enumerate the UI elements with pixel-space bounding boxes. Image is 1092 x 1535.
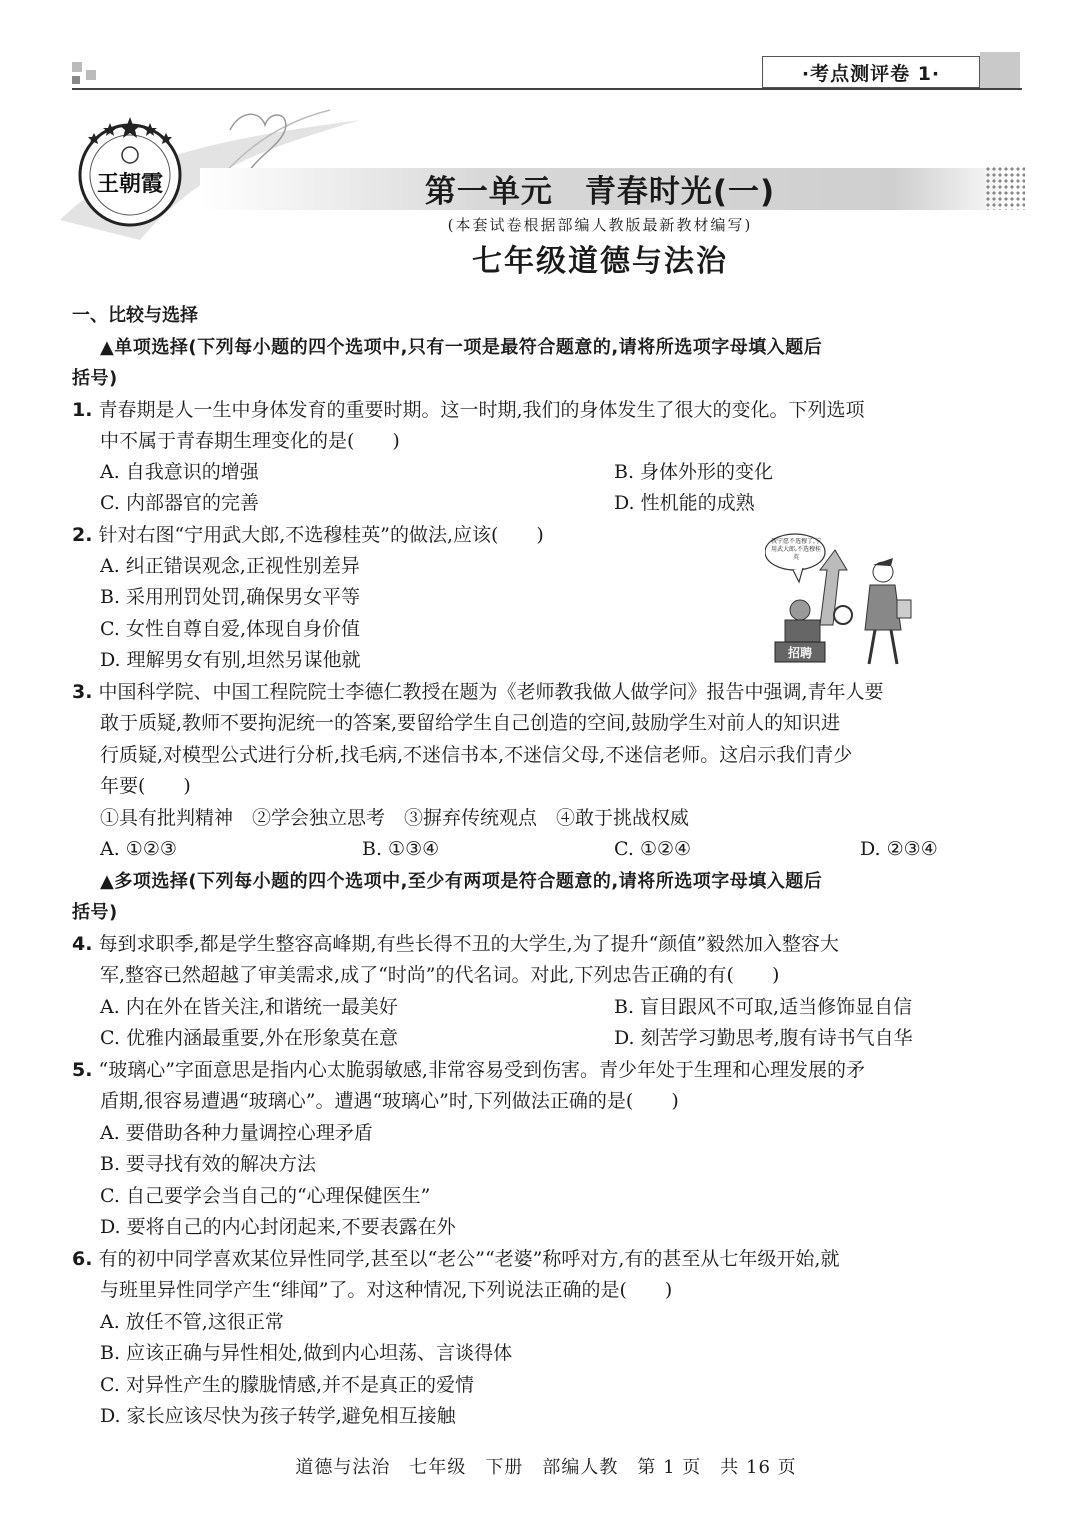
- question-text: 每到求职季,都是学生整容高峰期,有些长得不丑的大学生,为了提升“颜值”毅然加入整容大: [98, 933, 840, 955]
- top-rule: [72, 88, 1022, 90]
- option-d: D. 家长应该尽快为孩子转学,避免相互接触: [100, 1405, 456, 1427]
- single-choice-instruction-cont: 括号): [72, 368, 118, 389]
- option-d: D. 刻苦学习勤思考,腹有诗书气自华: [614, 1027, 913, 1049]
- option-b: B. 身体外形的变化: [614, 461, 774, 483]
- statements: ①具有批判精神 ②学会独立思考 ③摒弃传统观点 ④敢于挑战权威: [100, 807, 690, 829]
- option-d: D. 理解男女有别,坦然另谋他就: [100, 649, 361, 671]
- option-d: D. ②③④: [860, 838, 938, 860]
- question-text-cont: 军,整容已然超越了审美需求,成了“时尚”的代名词。对此,下列忠告正确的有( ): [100, 964, 780, 986]
- question-text-cont: 盾期,很容易遭遇“玻璃心”。遭遇“玻璃心”时,下列做法正确的是( ): [100, 1090, 679, 1112]
- question-text-cont: 敢于质疑,教师不要拘泥统一的答案,要留给学生自己创造的空间,鼓励学生对前人的知识进: [100, 712, 841, 734]
- option-a: A. 要借助各种力量调控心理矛盾: [100, 1122, 373, 1144]
- unit-title: 第一单元 青春时光(一): [424, 174, 776, 210]
- question-text: 有的初中同学喜欢某位异性同学,甚至以“老公”“老婆”称呼对方,有的甚至从七年级开始,就: [98, 1248, 840, 1270]
- question-number: 2.: [72, 524, 93, 546]
- question-text: 中国科学院、中国工程院院士李德仁教授在题为《老师教我做人做学问》报告中强调,青年人要: [98, 681, 884, 703]
- option-b: B. 应该正确与异性相处,做到内心坦荡、言谈得体: [100, 1342, 513, 1364]
- question-4: [72, 929, 1032, 960]
- question-3: [72, 677, 1032, 708]
- option-b: B. ①③④: [362, 838, 440, 860]
- option-c: C. 女性自尊自爱,体现自身价值: [100, 618, 360, 640]
- subtitle: (本套试卷根据部编人教版最新教材编写): [447, 216, 753, 234]
- option-d: D. 要将自己的内心封闭起来,不要表露在外: [100, 1216, 456, 1238]
- brand-name: 王朝霞: [96, 171, 164, 197]
- dot-pattern: [985, 166, 1025, 210]
- option-b: B. 盲目跟风不可取,适当修饰显自信: [614, 996, 913, 1018]
- page-footer: 道德与法治 七年级 下册 部编人教 第 1 页 共 16 页: [295, 1457, 797, 1478]
- option-a: A. 内在外在皆关注,和谐统一最美好: [100, 996, 398, 1018]
- question-number: 1.: [72, 399, 93, 421]
- question-text-cont: 与班里异性同学产生“绯闻”了。对这种情况,下列说法正确的是( ): [100, 1279, 673, 1301]
- option-b: B. 采用刑罚处罚,确保男女平等: [100, 586, 361, 608]
- corner-decoration: [86, 70, 96, 80]
- multi-choice-instruction-cont: 括号): [72, 902, 118, 923]
- question-text-cont: 年要( ): [100, 775, 191, 797]
- question-1: [72, 395, 1032, 426]
- option-a: A. 纠正错误观念,正视性别差异: [100, 555, 360, 577]
- option-d: D. 性机能的成熟: [614, 492, 755, 514]
- brand-logo: [74, 115, 186, 227]
- question-text-cont: 中不属于青春期生理变化的是( ): [100, 430, 400, 452]
- option-c: C. 内部器官的完善: [100, 492, 259, 514]
- cartoon-sign-text: 招聘: [787, 646, 813, 660]
- tab-shade: [980, 52, 1020, 88]
- option-c: C. ①②④: [614, 838, 692, 860]
- option-c: C. 对异性产生的朦胧情感,并不是真正的爱情: [100, 1374, 474, 1396]
- question-text: 青春期是人一生中身体发育的重要时期。这一时期,我们的身体发生了很大的变化。下列选项: [98, 399, 865, 421]
- option-a: A. ①②③: [100, 838, 177, 860]
- option-a: A. 放任不管,这很正常: [100, 1311, 284, 1333]
- option-c: C. 自己要学会当自己的“心理保健医生”: [100, 1185, 431, 1207]
- question-number: 6.: [72, 1248, 93, 1270]
- question-text: 针对右图“宁用武大郎,不选穆桂英”的做法,应该( ): [98, 524, 544, 546]
- question-text: “玻璃心”字面意思是指内心太脆弱敏感,非常容易受到伤害。青少年处于生理和心理发展的矛: [98, 1059, 865, 1081]
- question-number: 4.: [72, 933, 93, 955]
- question-5: [72, 1055, 1032, 1086]
- cartoon-speech-bubble: 我宁愿不选穆了,宁用武大郎,不选穆桂英: [771, 538, 821, 561]
- question-number: 5.: [72, 1059, 93, 1081]
- corner-decoration: [72, 62, 82, 72]
- question-text-cont: 行质疑,对模型公式进行分析,找毛病,不迷信书本,不迷信父母,不迷信老师。这启示我们青少: [100, 744, 853, 766]
- question-2: [72, 520, 752, 551]
- question-6: [72, 1244, 1032, 1275]
- multi-choice-instruction: ▲多项选择(下列每小题的四个选项中,至少有两项是符合题意的,请将所选项字母填入题后: [100, 871, 823, 892]
- option-a: A. 自我意识的增强: [100, 461, 259, 483]
- page-title: 七年级道德与法治: [472, 244, 728, 279]
- cartoon-illustration: [765, 530, 920, 668]
- option-c: C. 优雅内涵最重要,外在形象莫在意: [100, 1027, 398, 1049]
- question-number: 3.: [72, 681, 93, 703]
- section-heading: 一、比较与选择: [72, 305, 198, 326]
- exam-tab-label: ·考点测评卷 1·: [762, 56, 980, 88]
- option-b: B. 要寻找有效的解决方法: [100, 1153, 317, 1175]
- corner-decoration: [72, 76, 80, 84]
- single-choice-instruction: ▲单项选择(下列每小题的四个选项中,只有一项是最符合题意的,请将所选项字母填入题后: [100, 337, 823, 358]
